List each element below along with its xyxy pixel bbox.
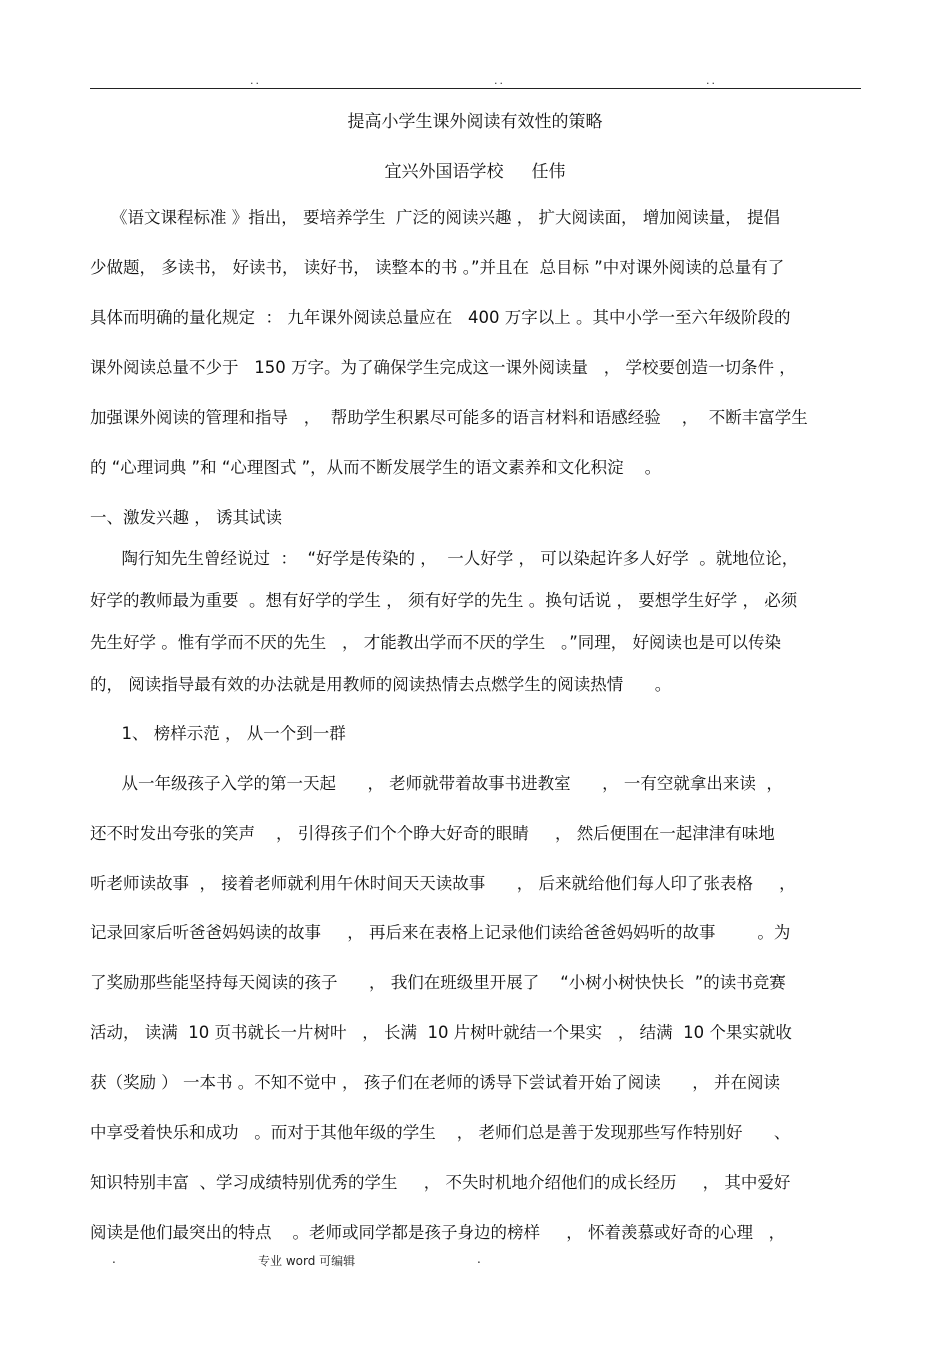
text-line: 知识特别丰富 、学习成绩特别优秀的学生 ， 不失时机地介绍他们的成长经历 ， 其中爱好 [90,1173,791,1192]
text-line: 《语文课程标准 》指出， 要培养学生 广泛的阅读兴趣 ， 扩大阅读面， 增加阅读量， 提倡 [90,208,780,227]
header-dots-left: .. [250,74,261,87]
text-line: 从一年级孩子入学的第一天起 ， 老师就带着故事书进教室 ， 一有空就拿出来读 ， [90,774,783,793]
text-line: 记录回家后听爸爸妈妈读的故事 ， 再后来在表格上记录他们读给爸爸妈妈听的故事 。为 [90,923,791,942]
text-line: 活动， 读满 10 页书就长一片树叶 ， 长满 10 片树叶就结一个果实 ， 结满 10 个果实就收 [90,1023,792,1042]
text-line: 中享受着快乐和成功 。而对于其他年级的学生 ， 老师们总是善于发现那些写作特别好 、 [90,1123,791,1142]
text-line: 具体而明确的量化规定 ： 九年课外阅读总量应在 400 万字以上 。其中小学一至六年级阶段的 [90,308,791,327]
text-line: 获（奖励 ） 一本书 。不知不觉中 ， 孩子们在老师的诱导下尝试着开始了阅读 ， 并在阅读 [90,1073,780,1092]
text-line: 阅读是他们最突出的特点 。老师或同学都是孩子身边的榜样 ， 怀着羡慕或好奇的心理 ， [90,1223,786,1242]
text-line: 了奖励那些能坚持每天阅读的孩子 ， 我们在班级里开展了 “小树小树快快长 ”的读书竞赛 [90,973,786,992]
text-line: 先生好学 。惟有学而不厌的先生 ， 才能教出学而不厌的学生 。”同理， 好阅读也是可以传染 [90,633,782,652]
document-title: 提高小学生课外阅读有效性的策略 [347,112,603,132]
header-dots-center: .. [494,74,505,87]
text-line: 好学的教师最为重要 。想有好学的学生 ， 须有好学的先生 。换句话说 ， 要想学生好学 ， 必须 [90,591,798,610]
subsection-heading: 1、 榜样示范 ， 从一个到一群 [90,724,346,743]
footer-label: 专业 word 可编辑 [258,1254,356,1268]
text-line: 加强课外阅读的管理和指导 ， 帮助学生积累尽可能多的语言材料和语感经验 ， 不断丰富学生 [90,408,808,427]
author-name: 任伟 [531,162,566,182]
section-heading: 一、激发兴趣 ， 诱其试读 [90,508,282,527]
text-line: 的 “心理词典 ”和 “心理图式 ”，从而不断发展学生的语文素养和文化积淀 。 [90,458,662,477]
text-line: 陶行知先生曾经说过 ： “好学是传染的 ， 一人好学 ， 可以染起许多人好学 。就地位论， [90,549,799,568]
header-dots-right: .. [706,74,717,87]
text-line: 少做题， 多读书， 好读书， 读好书， 读整本的书 。”并且在 总目标 ”中对课外阅读的总量有了 [90,258,785,277]
text-line: 的， 阅读指导最有效的办法就是用教师的阅读热情去点燃学生的阅读热情 。 [90,675,672,694]
header-rule [90,88,861,89]
author-school: 宜兴外国语学校 [384,162,504,182]
text-line: 课外阅读总量不少于 150 万字。为了确保学生完成这一课外阅读量 ， 学校要创造一切条件 ， [90,358,796,377]
author-line [0,157,950,182]
text-line: 听老师读故事 ， 接着老师就利用午休时间天天读故事 ， 后来就给他们每人印了张表格 ， [90,874,796,893]
footer-dot-right: . [477,1252,481,1266]
text-line: 还不时发出夸张的笑声 ， 引得孩子们个个睁大好奇的眼睛 ， 然后便围在一起津津有味地 [90,824,775,843]
footer-dot-left: . [112,1252,116,1266]
